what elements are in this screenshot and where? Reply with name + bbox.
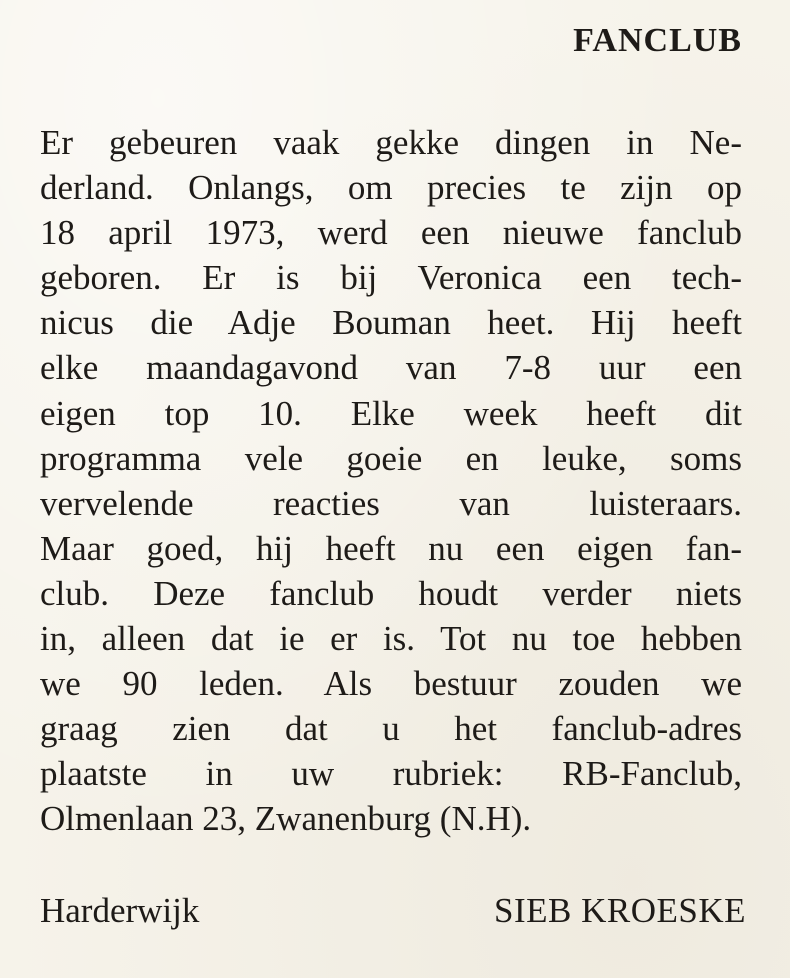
body-line: vervelende reacties van luisteraars.	[40, 483, 742, 523]
body-line: geboren. Er is bij Veronica een tech-	[40, 258, 742, 298]
body-line: derland. Onlangs, om precies te zijn op	[40, 168, 742, 208]
body-line: 18 april 1973, werd een nieuwe fanclub	[40, 213, 742, 253]
body-line: graag zien dat u het fanclub-adres	[40, 709, 742, 749]
body-line: Olmenlaan 23, Zwanenburg (N.H).	[40, 799, 532, 839]
signature-place: Harderwijk	[40, 891, 200, 930]
body-line: elke maandagavond van 7-8 uur een	[40, 348, 742, 388]
body-line: nicus die Adje Bouman heet. Hij heeft	[40, 303, 742, 343]
body-line: club. Deze fanclub houdt verder niets	[40, 573, 742, 613]
body-line: we 90 leden. Als bestuur zouden we	[40, 664, 742, 704]
body-line: in, alleen dat ie er is. Tot nu toe hebben	[40, 619, 742, 659]
article-body	[40, 120, 742, 842]
signature-author: SIEB KROESKE	[494, 891, 746, 930]
body-line: Er gebeuren vaak gekke dingen in Ne-	[40, 123, 742, 162]
body-line: eigen top 10. Elke week heeft dit	[40, 393, 742, 433]
body-line: Maar goed, hij heeft nu een eigen fan-	[40, 528, 742, 568]
body-line: programma vele goeie en leuke, soms	[40, 438, 742, 478]
article-heading: FANCLUB	[573, 22, 742, 59]
body-line: plaatste in uw rubriek: RB-Fanclub,	[40, 754, 742, 794]
